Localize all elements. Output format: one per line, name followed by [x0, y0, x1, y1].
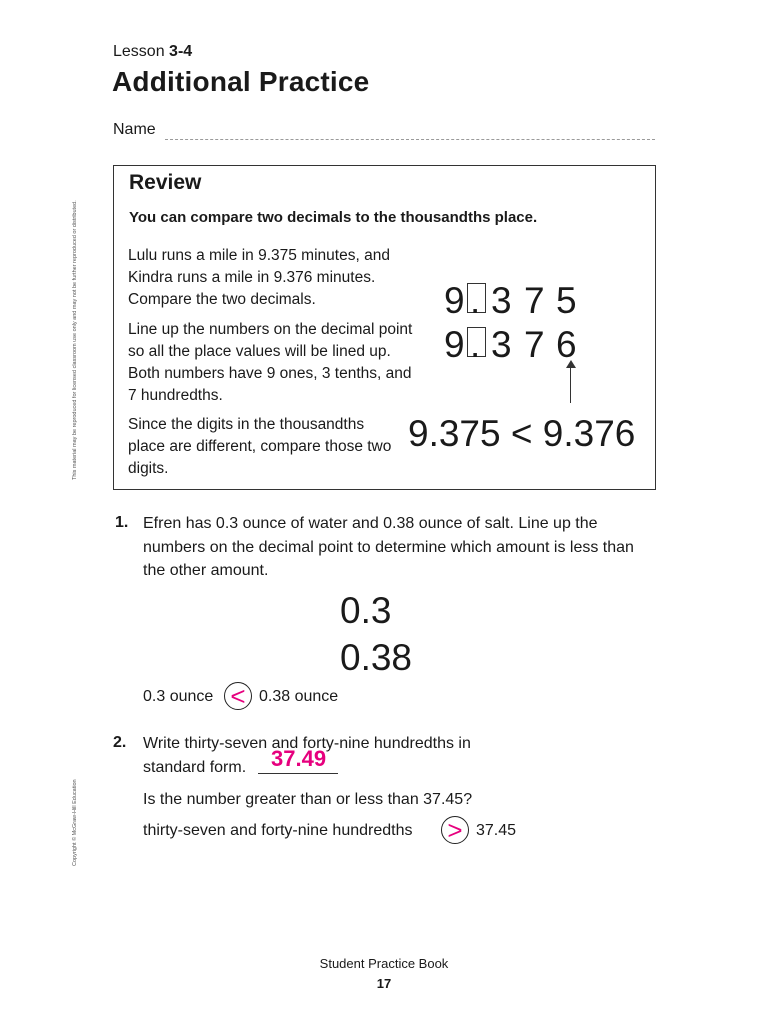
lesson-number: 3-4	[169, 43, 193, 60]
problem-1-text: Efren has 0.3 ounce of water and 0.38 ounce of salt. Line up the numbers on the decimal point to determine which amount is less than the other amount.	[143, 515, 634, 579]
problem-2-question: Is the number greater than or less than 37.45?	[143, 791, 473, 808]
problem-2-text-line-2: standard form.	[143, 759, 247, 776]
problem-2-number: 2.	[113, 734, 127, 751]
problem-1-left-label: 0.3 ounce	[143, 688, 214, 705]
review-paragraph-3: Since the digits in the thousandths place are different, compare those two digits.	[128, 416, 392, 477]
arrow-up-icon	[566, 360, 576, 368]
digit: 7	[524, 280, 545, 321]
review-subtitle: You can compare two decimals to the thousandths place.	[129, 209, 538, 226]
digit: 3	[491, 280, 512, 321]
copyright-note: Copyright © McGraw-Hill Education	[72, 779, 78, 866]
name-field[interactable]	[165, 139, 655, 140]
page-title: Additional Practice	[112, 66, 370, 97]
digit: 6	[556, 324, 577, 365]
problem-1-right-label: 0.38 ounce	[259, 688, 339, 705]
digit: 7	[524, 324, 545, 365]
digit: .	[470, 324, 481, 365]
digit: 3	[491, 324, 512, 365]
footer-book-title: Student Practice Book	[319, 956, 449, 971]
review-paragraph-1: Lulu runs a mile in 9.375 minutes, and Kindra runs a mile in 9.376 minutes. Compare the two decimals.	[128, 247, 390, 308]
problem-2-left-label: thirty-seven and forty-nine hundredths	[143, 822, 413, 839]
lesson-line	[113, 43, 192, 61]
problem-2-answer: 37.49	[271, 746, 327, 771]
problem-2-text-line-1: Write thirty-seven and forty-nine hundredths in	[143, 735, 471, 752]
name-label: Name	[113, 121, 156, 138]
reproduction-note: This material may be reproduced for licensed classroom use only and may not be further reproduced or distributed.	[72, 200, 78, 480]
digit: 9	[444, 280, 465, 321]
problem-2-answer-circle[interactable]: >	[441, 816, 469, 844]
digit: 5	[556, 280, 577, 321]
lesson-label: Lesson	[113, 43, 165, 60]
problem-1-value-b: 0.38	[340, 637, 413, 678]
review-title: Review	[129, 171, 202, 194]
problem-2-right-label: 37.45	[476, 822, 517, 839]
arrow-shaft	[570, 366, 571, 403]
review-comparison: 9.375 < 9.376	[408, 413, 636, 454]
review-paragraph-2: Line up the numbers on the decimal point so all the place values will be lined up. Both numbers have 9 ones, 3 tenths, and 7 hundredths.	[128, 321, 413, 404]
problem-1-value-a: 0.3	[340, 590, 392, 631]
page-number: 17	[376, 976, 392, 991]
digit: .	[470, 280, 481, 321]
problem-1-answer-circle[interactable]: <	[224, 682, 252, 710]
problem-2-answer-blank[interactable]	[258, 773, 338, 774]
problem-1-number: 1.	[115, 514, 129, 531]
digit: 9	[444, 324, 465, 365]
